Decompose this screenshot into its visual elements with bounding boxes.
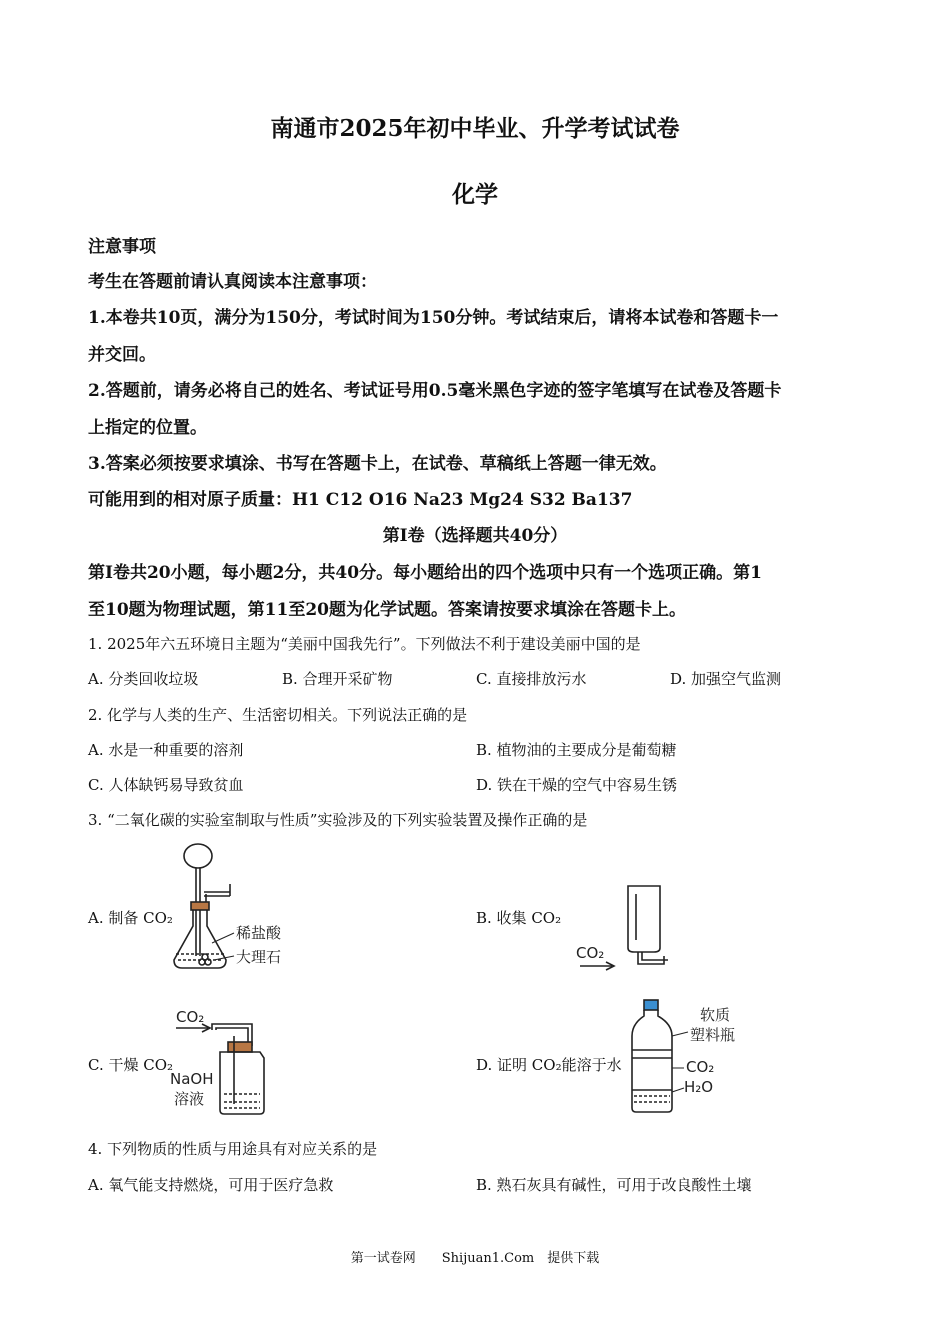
q1-option-c: C. 直接排放污水 <box>476 670 587 688</box>
notice-intro: 考生在答题前请认真阅读本注意事项： <box>88 272 377 292</box>
figure-c-solution-label-2: 溶液 <box>174 1090 205 1108</box>
notice-item-1b: 并交回。 <box>88 345 156 365</box>
figure-d-bottle-label-1: 软质 <box>700 1006 731 1024</box>
figure-d-water-label: H₂O <box>684 1078 714 1096</box>
notice-heading: 注意事项 <box>88 237 156 257</box>
q4-option-b: B. 熟石灰具有碱性，可用于改良酸性土壤 <box>476 1176 752 1194</box>
q2-option-b: B. 植物油的主要成分是葡萄糖 <box>476 741 677 759</box>
page-footer: 第一试卷网 Shijuan1.Com 提供下载 <box>350 1251 600 1266</box>
figure-c-gas-label: CO₂ <box>176 1008 205 1026</box>
q2-stem: 2. 化学与人类的生产、生活密切相关。下列说法正确的是 <box>88 706 468 724</box>
q3-option-c: C. 干燥 CO₂ <box>88 1056 174 1074</box>
figure-d-bottle-label-2: 塑料瓶 <box>690 1026 736 1044</box>
q4-stem: 4. 下列物质的性质与用途具有对应关系的是 <box>88 1140 378 1158</box>
notice-item-2b: 上指定的位置。 <box>88 418 207 438</box>
figure-d-gas-label: CO₂ <box>686 1058 715 1076</box>
q1-option-d: D. 加强空气监测 <box>670 670 782 688</box>
subject-title: 化学 <box>452 181 498 208</box>
notice-item-1a: 1.本卷共10页，满分为150分，考试时间为150分钟。考试结束后，请将本试卷和答题卡一 <box>88 308 779 328</box>
figure-a-generation-apparatus <box>160 838 300 973</box>
figure-c-solution-label-1: NaOH <box>170 1070 214 1088</box>
figure-d-plastic-bottle <box>628 996 758 1116</box>
q1-option-a: A. 分类回收垃圾 <box>88 670 199 688</box>
q2-option-d: D. 铁在干燥的空气中容易生锈 <box>476 776 678 794</box>
figure-a-acid-label: 稀盐酸 <box>236 924 282 942</box>
figure-a-marble-label: 大理石 <box>236 948 282 966</box>
q3-option-a: A. 制备 CO₂ <box>88 909 173 927</box>
notice-item-2a: 2.答题前，请务必将自己的姓名、考试证号用0.5毫米黑色字迹的签字笔填写在试卷及答题卡 <box>88 381 782 401</box>
q2-option-a: A. 水是一种重要的溶剂 <box>88 741 244 759</box>
figure-c-drying-apparatus <box>168 1008 278 1118</box>
q2-option-c: C. 人体缺钙易导致贫血 <box>88 776 244 794</box>
notice-item-3: 3.答案必须按要求填涂、书写在答题卡上，在试卷、草稿纸上答题一律无效。 <box>88 454 667 474</box>
q3-stem: 3. “二氧化碳的实验室制取与性质”实验涉及的下列实验装置及操作正确的是 <box>88 811 588 829</box>
figure-b-gas-label: CO₂ <box>576 944 605 962</box>
part1-instruction-1: 第Ⅰ卷共20小题，每小题2分，共40分。每小题给出的四个选项中只有一个选项正确。第1 <box>88 563 762 583</box>
q3-option-d: D. 证明 CO₂能溶于水 <box>476 1056 622 1074</box>
part1-instruction-2: 至10题为物理试题，第11至20题为化学试题。答案请按要求填涂在答题卡上。 <box>88 600 686 620</box>
q4-option-a: A. 氧气能支持燃烧，可用于医疗急救 <box>88 1176 334 1194</box>
q1-stem: 1. 2025年六五环境日主题为“美丽中国我先行”。下列做法不利于建设美丽中国的是 <box>88 635 641 653</box>
part1-heading: 第Ⅰ卷（选择题共40分） <box>382 526 568 546</box>
figure-b-collection-apparatus <box>574 880 674 975</box>
q1-option-b: B. 合理开采矿物 <box>282 670 393 688</box>
q3-option-b: B. 收集 CO₂ <box>476 909 562 927</box>
exam-title: 南通市2025年初中毕业、升学考试试卷 <box>270 115 680 142</box>
atomic-mass-line: 可能用到的相对原子质量：H1 C12 O16 Na23 Mg24 S32 Ba137 <box>88 490 633 510</box>
